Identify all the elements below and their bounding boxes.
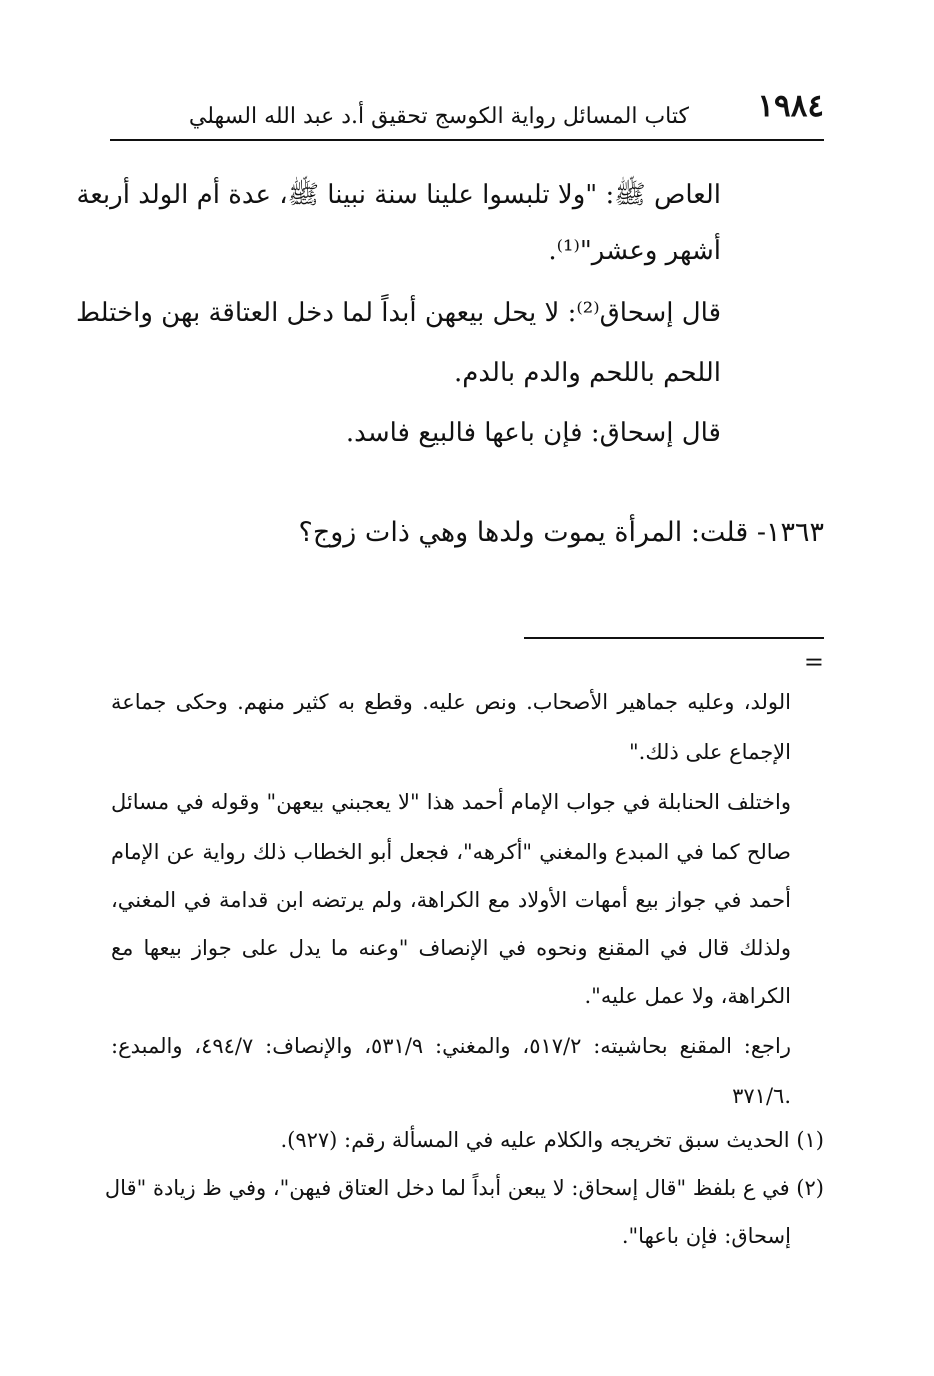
footnote-rule bbox=[524, 637, 824, 639]
footnote-continuation-mark: = bbox=[803, 648, 824, 676]
main-line-2: أشهر وعشر"⁽¹⁾. bbox=[548, 236, 721, 266]
footnote-2-line-1: (٢) في ع بلفظ "قال إسحاق: لا يبعن أبداً لما دخل العتاق فيهن"، وفي ظ زيادة "قال bbox=[104, 1176, 824, 1200]
running-title: كتاب المسائل رواية الكوسج تحقيق أ.د عبد الله السهلي bbox=[188, 104, 689, 129]
footnote-line-1: الولد، وعليه جماهير الأصحاب. ونص عليه. وقطع به كثير منهم. وحكى جماعة bbox=[111, 690, 791, 714]
main-line-5: قال إسحاق: فإن باعها فالبيع فاسد. bbox=[345, 418, 721, 448]
footnote-line-8: راجع: المقنع بحاشيته: ٥١٧/٢، والمغني: ٥٣١/٩، والإنصاف: ٤٩٤/٧، والمبدع: bbox=[111, 1034, 791, 1058]
footnote-line-2: الإجماع على ذلك." bbox=[629, 740, 791, 764]
footnote-2-line-2: إسحاق: فإن باعها". bbox=[621, 1224, 791, 1248]
footnote-line-9: .٣٧١/٦ bbox=[732, 1084, 791, 1108]
main-line-3: قال إسحاق⁽²⁾: لا يحل بيعهن أبداً لما دخل العتاقة بهن واختلط bbox=[75, 298, 721, 328]
question-1363: ١٣٦٣- قلت: المرأة يموت ولدها وهي ذات زوج؟ bbox=[298, 517, 824, 548]
header-rule bbox=[110, 139, 824, 141]
footnote-line-6: ولذلك قال في المقنع ونحوه في الإنصاف "وعنه ما يدل على جواز بيعها مع bbox=[111, 936, 791, 960]
footnote-line-4: صالح كما في المبدع والمغني "أكرهه"، فجعل أبو الخطاب ذلك رواية عن الإمام bbox=[111, 840, 791, 864]
page-number: ١٩٨٤ bbox=[757, 88, 824, 124]
main-line-1: العاص ﷺ: "ولا تلبسوا علينا سنة نبينا ﷺ، عدة أم الولد أربعة bbox=[76, 180, 721, 210]
footnote-line-3: واختلف الحنابلة في جواب الإمام أحمد هذا "لا يعجبني بيعهن" وقوله في مسائل bbox=[111, 790, 791, 814]
footnote-line-7: الكراهة، ولا عمل عليه". bbox=[584, 984, 791, 1008]
footnote-1: (١) الحديث سبق تخريجه والكلام عليه في المسألة رقم: (٩٢٧). bbox=[280, 1128, 824, 1152]
main-line-4: اللحم باللحم والدم بالدم. bbox=[454, 358, 721, 388]
footnote-line-5: أحمد في جواز بيع أمهات الأولاد مع الكراهة، ولم يرتضه ابن قدامة في المغني، bbox=[111, 888, 791, 912]
